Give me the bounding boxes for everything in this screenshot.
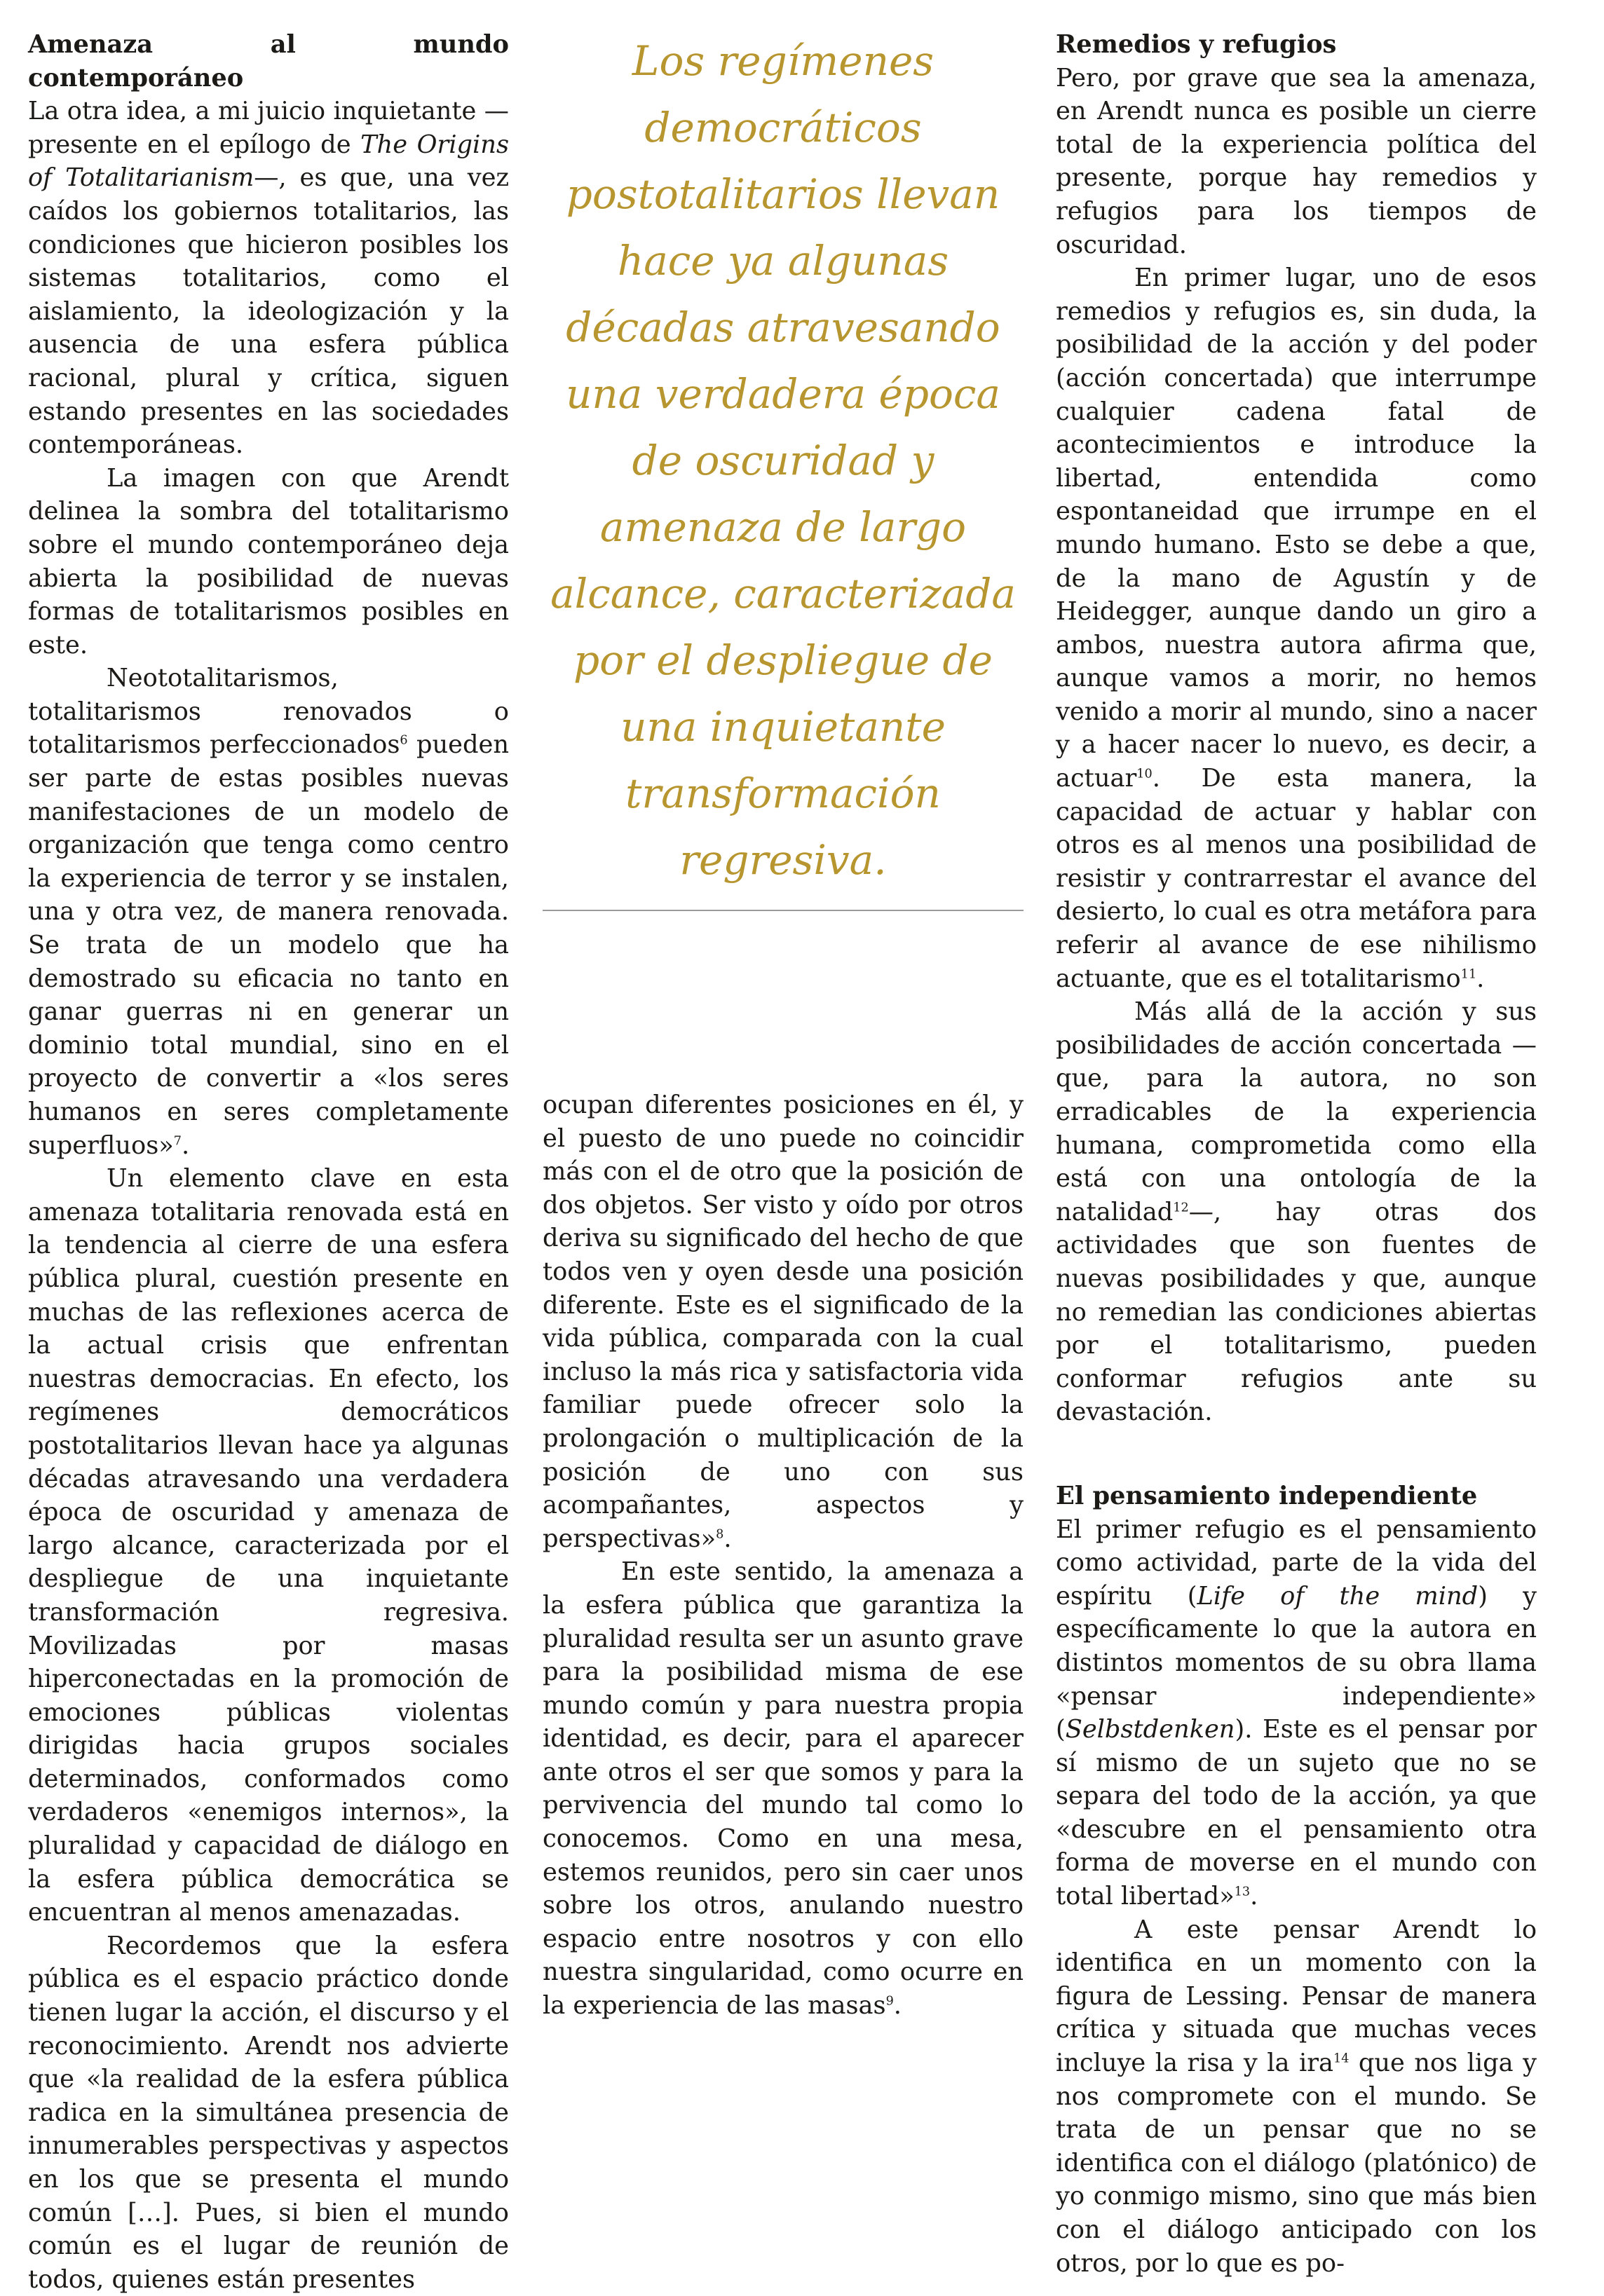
- term-italic: Selbstdenken: [1065, 1715, 1235, 1744]
- paragraph: En este sentido, la amenaza a la esfera pública que garantiza la pluralidad resulta ser un asunto grave para la posibilidad misma de ese mundo común y para nuestra propia identidad, es decir, para el aparecer ante otros el ser que somos y para la pervivencia del mundo tal como lo conocemos. Como en una mesa, estemos reunidos, pero sin caer unos sobre los otros, anulando nuestro espacio entre nosotros y con ello nuestra singularidad, como ocurre en la experiencia de las masas$^9$.: [543, 1557, 1024, 2021]
- pull-quote: Los regímenes democráticos postotalitarios llevan hace ya algunas décadas atravesando una verdadera época de oscuridad y amenaza de largo alcance, caracterizada por el despliegue de una inquietante transformación regresiva.: [550, 37, 1016, 884]
- footnote-ref: 10: [1136, 767, 1153, 781]
- footnote-ref: 9: [885, 1994, 894, 2009]
- title-italic: Life of the mind: [1197, 1581, 1479, 1611]
- footnote-ref: 12: [1173, 1201, 1189, 1215]
- paragraph: Recordemos que la esfera pública es el espacio práctico donde tienen lugar la acción, el discurso y el reconocimiento. Arendt nos advierte que «la realidad de la esfera pública radica en la simultánea presencia de innumerables perspectivas y aspectos en los que se presenta el mundo común […]. Pues, si bien el mundo común es el lugar de reunión de todos, quienes están presentes: [28, 1931, 509, 2294]
- footnote-ref: 11: [1460, 966, 1477, 981]
- footnote-ref: 13: [1234, 1885, 1251, 1899]
- paragraph: Un elemento clave en esta amenaza totalitaria renovada está en la tendencia al cierre de una esfera pública plural, cuestión presente en muchas de las reflexiones acerca de la actual crisis que enfrentan nuestras democracias. En efecto, los regímenes democráticos postotalitarios llevan hace ya algunas décadas atravesando una verdadera época de oscuridad y amenaza de largo alcance, caracterizada por el despliegue de una inquietante transformación regresiva. Movilizadas por masas hiperconectadas en la promoción de emociones públicas violentas dirigidas hacia grupos sociales determinados, conformados como verdaderos «enemigos internos», la pluralidad y capacidad de diálogo en la esfera pública democrática se encuentran al menos amenazadas.: [28, 1164, 509, 1927]
- paragraph: Pero, por grave que sea la amenaza, en Arendt nunca es posible un cierre total de la experiencia política del presente, porque hay remedios y refugios para los tiempos de oscuridad.: [1056, 63, 1537, 259]
- footnote-ref: 6: [400, 733, 408, 748]
- footnote-ref: 14: [1333, 2051, 1350, 2066]
- paragraph: ocupan diferentes posiciones en él, y el puesto de uno puede no coincidir más con el de otro que la posición de dos objetos. Ser visto y oído por otros deriva su significado del hecho de que todos ven y oyen desde una posición diferente. Este es el significado de la vida pública, comparada con la cual incluso la más rica y satisfactoria vida familiar puede ofrecer solo la prolongación o multiplicación de la posición de uno con sus acompañantes, aspectos y perspectivas»$^8$.: [543, 1091, 1024, 1553]
- paragraph: A este pensar Arendt lo identifica en un momento con la figura de Lessing. Pensar de manera crítica y situada que muchas veces incluye la risa y la ira$^{14}$ que nos liga y nos compromete con el mundo. Se trata de un pensar que no se identifica con el diálogo (platónico) de yo conmigo mismo, sino que más bien con el diálogo anticipado con los otros, por lo que es po-: [1056, 1915, 1537, 2278]
- paragraph: Más allá de la acción y sus posibilidades de acción concertada —que, para la autora, no son erradicables de la experiencia humana, comprometida como ella está con una ontología de la natalidad$^{12}$—, hay otras dos actividades que son fuentes de nuevas posibilidades y que, aunque no remedian las condiciones abiertas por el totalitarismo, pueden conformar refugios ante su devastación.: [1056, 997, 1537, 1427]
- section-spacer: [1056, 1429, 1537, 1480]
- paragraph: El primer refugio es el pensamiento como actividad, parte de la vida del espíritu (Life of the mind) y específicamente lo que la autora en distintos momentos de su obra llama «pensar independiente» (Selbstdenken). Este es el pensar por sí mismo de un sujeto que no se separa del todo de la acción, ya que «descubre en el pensamiento otra forma de moverse en el mundo con total libertad»$^{13}$.: [1056, 1515, 1537, 1911]
- middle-column: [543, 1088, 1024, 2023]
- footnote-ref: 8: [716, 1526, 724, 1541]
- section-heading-remedios: Remedios y refugios: [1056, 30, 1337, 59]
- paragraph: La otra idea, a mi juicio inquietante —presente en el epílogo de The Origins of Totalitarianism—, es que, una vez caídos los gobiernos totalitarios, las condiciones que hicieron posibles los sistemas totalitarios, como el aislamiento, la ideologización y la ausencia de una esfera pública racional, plural y crítica, siguen estando presentes en las sociedades contemporáneas.: [28, 97, 510, 460]
- section-heading-pensamiento: El pensamiento independiente: [1056, 1481, 1478, 1510]
- left-column: [28, 28, 509, 2296]
- book-title: The Origins of Totalitarianism: [28, 130, 510, 193]
- section-heading-amenaza: Amenaza al mundo contemporáneo: [28, 30, 509, 93]
- paragraph: Neototalitarismos, totalitarismos renovados o totalitarismos perfeccionados$^6$ pueden ser parte de estas posibles nuevas manifestaciones de un modelo de organización que tenga como centro la experiencia de terror y se instalen, una y otra vez, de manera renovada. Se trata de un modelo que ha demostrado su eficacia no tanto en ganar guerras ni en generar un dominio total mundial, sino en el proyecto de convertir a «los seres humanos en seres completamente superfluos»$^7$.: [28, 664, 509, 1160]
- pull-quote-divider: [543, 910, 1024, 911]
- paragraph: La imagen con que Arendt delinea la sombra del totalitarismo sobre el mundo contemporáneo deja abierta la posibilidad de nuevas formas de totalitarismos posibles en este.: [28, 463, 509, 660]
- footnote-ref: 7: [173, 1133, 182, 1148]
- paragraph: En primer lugar, uno de esos remedios y refugios es, sin duda, la posibilidad de la acción y del poder (acción concertada) que interrumpe cualquier cadena fatal de acontecimientos e introduce la libertad, entendida como espontaneidad que irrumpe en el mundo humano. Esto se debe a que, de la mano de Agustín y de Heidegger, aunque dando un giro a ambos, nuestra autora afirma que, aunque vamos a morir, no hemos venido a morir al mundo, sino a nacer y a hacer nacer lo nuevo, es decir, a actuar$^{10}$. De esta manera, la capacidad de actuar y hablar con otros es al menos una posibilidad de resistir y contrarrestar el avance del desierto, lo cual es otra metáfora para referir al avance de ese nihilismo actuante, que es el totalitarismo$^{11}$.: [1056, 264, 1537, 993]
- right-column: [1056, 28, 1537, 2280]
